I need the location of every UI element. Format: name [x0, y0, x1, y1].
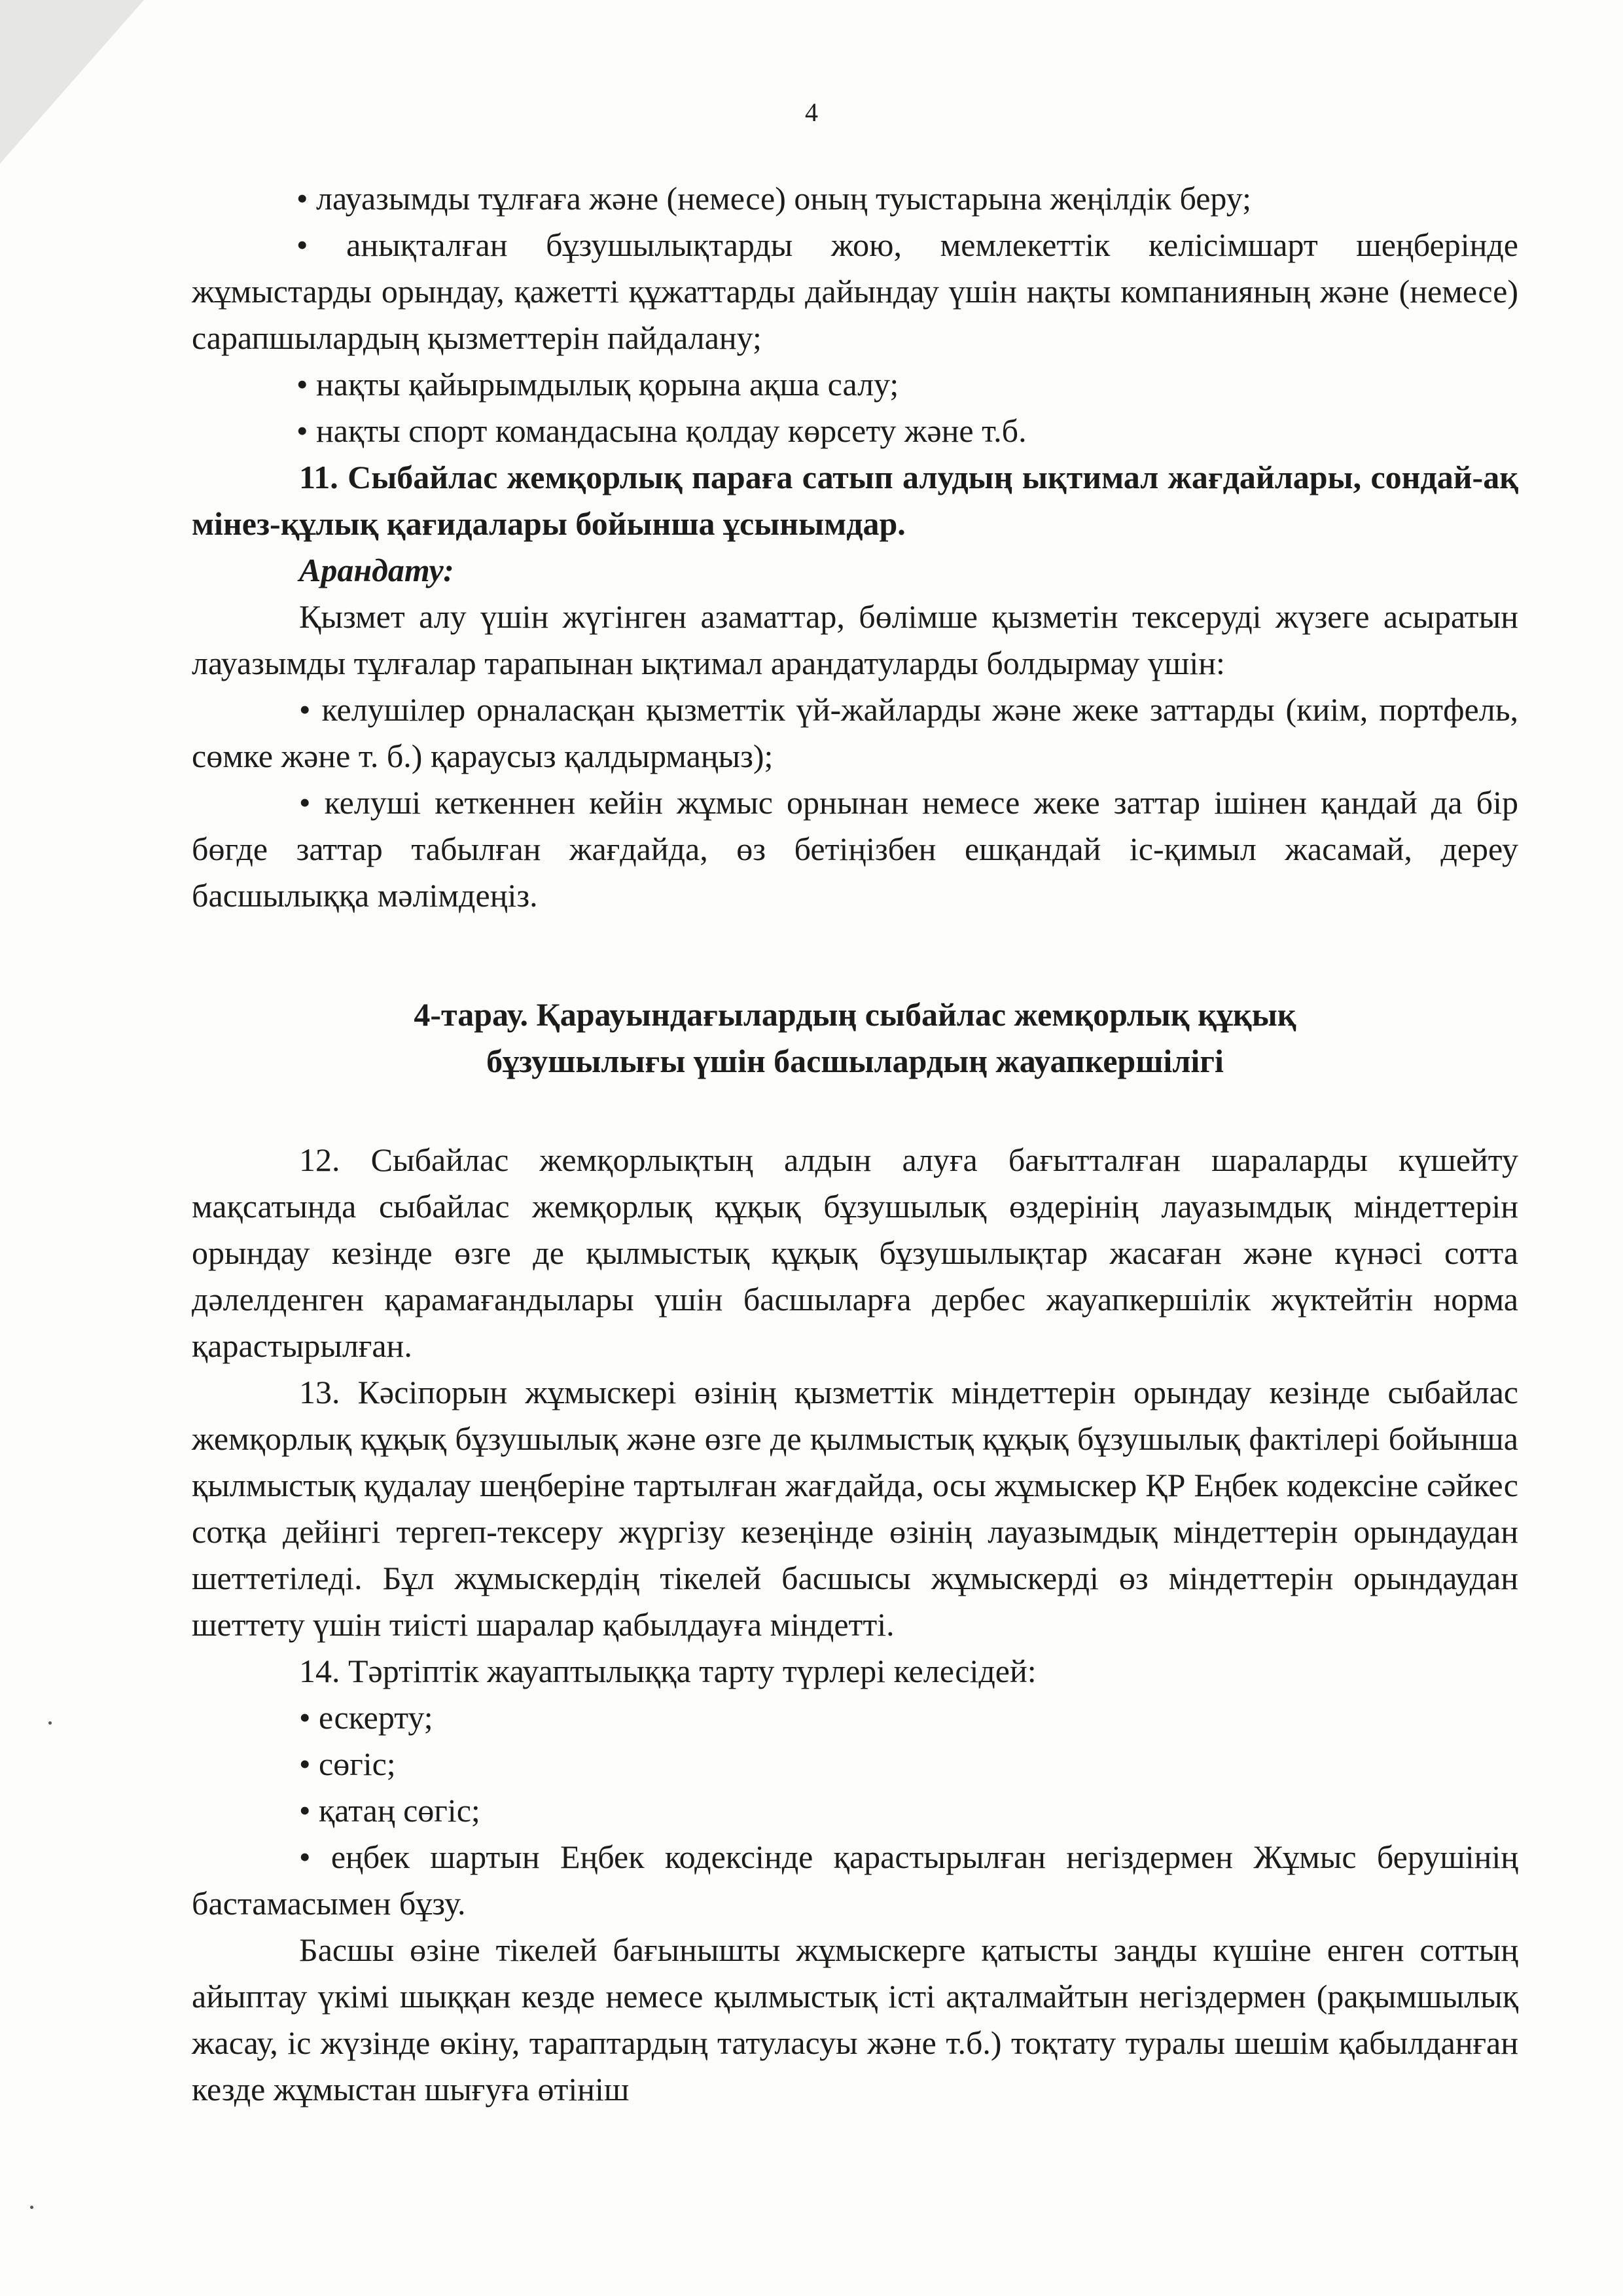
spacer: [192, 919, 1518, 965]
bullet-item: • лауазымды тұлғаға және (немесе) оның туыстарына жеңілдік беру;: [296, 180, 1252, 217]
page-content: [192, 175, 1518, 2113]
bullet-item: • анықталған бұзушылықтарды жою, мемлекеттік келісімшарт шеңберінде жұмыстарды орындау, қажетті құжаттарды дайындау үшін нақты компанияның және (немесе) сарапшылардың қызметтерін пайдалану;: [192, 226, 1518, 356]
bullet-item: • келушілер орналасқан қызметтік үй-жайларды және жеке заттарды (киім, портфель, сөмке және т. б.) қараусыз қалдырмаңыз);: [192, 691, 1518, 774]
paragraph-13: 13. Кәсіпорын жұмыскері өзінің қызметтік міндеттерін орындау кезінде сыбайлас жемқорлық құқық бұзушылық және өзге де қылмыстық құқық бұзушылық фактілері бойынша қылмыстық қудалау шеңберіне тартылған жағдайда, осы жұмыскер ҚР Еңбек кодексіне сәйкес сотқа дейінгі тергеп-тексеру жүргізу кезеңінде өзінің лауазымдық міндеттерін орындаудан шеттетіледі. Бұл жұмыскердің тікелей басшысы жұмыскерді өз міндеттерін орындаудан шеттету үшін тиісті шаралар қабылдауға міндетті.: [192, 1374, 1518, 1643]
bullet-item: • еңбек шартын Еңбек кодексінде қарастырылған негіздермен Жұмыс берушінің бастамасымен бұзу.: [192, 1839, 1518, 1922]
folded-corner: [0, 0, 144, 164]
bullet-item: • ескерту;: [299, 1699, 433, 1736]
bullet-item: • нақты қайырымдылық қорына ақша салу;: [296, 366, 899, 403]
subtitle-provocation: Арандату:: [299, 552, 454, 588]
chapter-title-line1: 4-тарау. Қарауындағылардың сыбайлас жемқорлық құқық: [414, 996, 1296, 1033]
paragraph-12: 12. Сыбайлас жемқорлықтың алдын алуға бағытталған шараларды күшейту мақсатында сыбайлас жемқорлық құқық бұзушылық өздерінің лауазымдық міндеттерін орындау кезінде өзге де қылмыстық құқық бұзушылықтар жасаған және күнәсі сотта дәлелденген қарамағандылары үшін басшыларға дербес жауапкершілік жүктейтін норма қарастырылған.: [192, 1141, 1518, 1364]
bullet-item: • қатаң сөгіс;: [299, 1792, 480, 1829]
bullet-item: • келуші кеткеннен кейін жұмыс орнынан немесе жеке заттар ішінен қандай да бір бөгде заттар табылған жағдайда, өз бетіңізбен ешқандай іс-қимыл жасамай, дереу басшылыққа мәлімдеңіз.: [192, 784, 1518, 914]
chapter-title: [192, 992, 1518, 1085]
paragraph-14: 14. Тәртіптік жауаптылыққа тарту түрлері келесідей:: [299, 1653, 1037, 1689]
bullet-item: • сөгіс;: [299, 1746, 396, 1782]
paragraph: Басшы өзіне тікелей бағынышты жұмыскерге қатысты заңды күшіне енген соттың айыптау үкімі шыққан кезде немесе қылмыстық істі ақталмайтын негіздермен (рақымшылық жасау, іс жүзінде өкіну, тараптардың татуласуы және т.б.) тоқтату туралы шешім қабылданған кезде жұмыстан шығуға өтініш: [192, 1931, 1518, 2108]
section-heading-11: 11. Сыбайлас жемқорлық параға сатып алудың ықтимал жағдайлары, сондай-ақ мінез-құлық қағидалары бойынша ұсынымдар.: [192, 459, 1518, 542]
scan-speck: [30, 2206, 33, 2209]
scan-speck: [48, 1721, 52, 1725]
spacer: [192, 965, 1518, 992]
bullet-item: • нақты спорт командасына қолдау көрсету және т.б.: [296, 412, 1027, 449]
paragraph: Қызмет алу үшін жүгінген азаматтар, бөлімше қызметін тексеруді жүзеге асыратын лауазымды тұлғалар тарапынан ықтимал арандатуларды болдырмау үшін:: [192, 598, 1518, 681]
spacer: [192, 1085, 1518, 1137]
page-number: 4: [805, 98, 818, 127]
chapter-title-line2: бұзушылығы үшін басшылардың жауапкершілігі: [486, 1043, 1224, 1079]
